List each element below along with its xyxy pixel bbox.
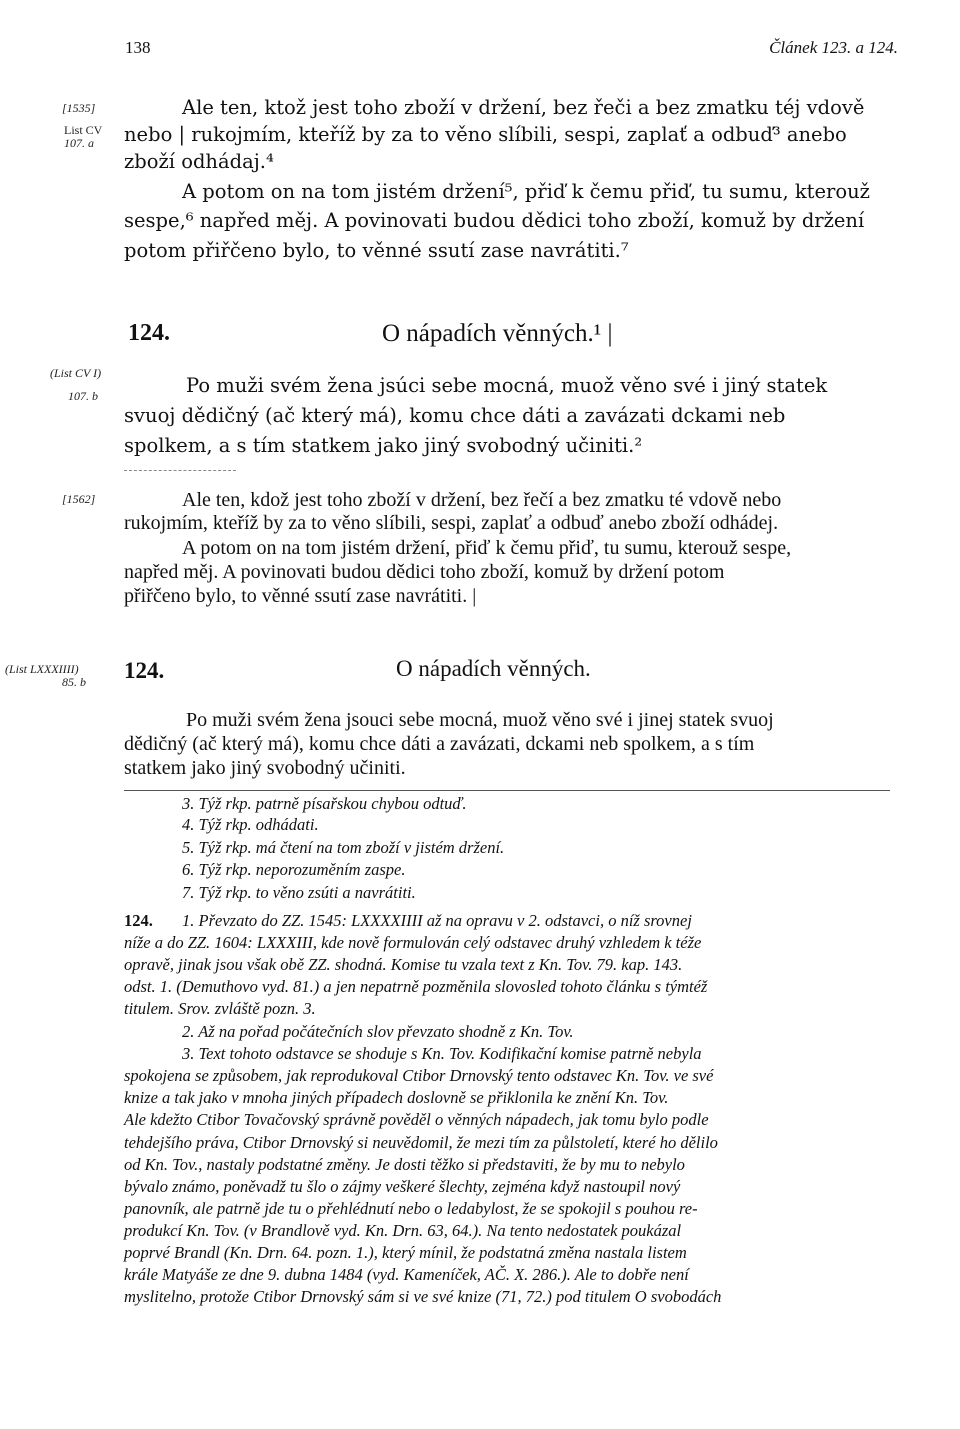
text-line: svuoj dědičný (ač který má), komu chce dáti a zavázati dckami neb xyxy=(124,404,786,427)
page-number: 138 xyxy=(125,38,151,57)
footnote-line: od Kn. Tov., nastaly podstatné změny. Je dosti těžko si představiti, že by mu to nebylo xyxy=(124,1155,685,1174)
margin-note-1562: [1562] xyxy=(62,492,96,506)
footnote-line: poprvé Brandl (Kn. Drn. 64. pozn. 1.), který mínil, že podstatná změna nastala listem xyxy=(124,1243,687,1262)
footnote-separator xyxy=(124,790,890,791)
footnote-4: 4. Týž rkp. odhádati. xyxy=(182,815,319,834)
footnote-line: panovník, ale patrně jde tu o přehlédnutí nebo o ledabylost, že se spokojil s pouhou re- xyxy=(124,1199,698,1218)
article-124-number-zz: 124. xyxy=(124,658,165,683)
text-line: spolkem, a s tím statkem jako jiný svobodný učiniti.² xyxy=(124,434,643,457)
footnote-line: spokojena se způsobem, jak reprodukoval Ctibor Drnovský tento odstavec Kn. Tov. ve své xyxy=(124,1066,714,1085)
text-line: potom přiřčeno bylo, to věnné ssutí zase navrátiti.⁷ xyxy=(124,239,629,262)
separator-short xyxy=(124,470,236,471)
margin-note-107a: 107. a xyxy=(64,136,94,150)
margin-note-1535: [1535] xyxy=(62,101,96,115)
footnote-line: knize a tak jako v mnoha jiných případech doslovně se přiklonila ke znění Kn. Tov. xyxy=(124,1088,669,1107)
margin-note-107b: 107. b xyxy=(68,389,98,403)
footnote-line: titulem. Srov. zvláště pozn. 3. xyxy=(124,999,316,1018)
footnote-line: 1. Převzato do ZZ. 1545: LXXXXIIII až na opravu v 2. odstavci, o níž srovnej xyxy=(182,911,692,930)
footnote-6: 6. Týž rkp. neporozuměním zaspe. xyxy=(182,860,406,879)
footnote-article-number: 124. xyxy=(124,911,153,930)
margin-note-list-lxxxiiii: (List LXXXIIII) xyxy=(5,662,79,676)
running-title: Článek 123. a 124. xyxy=(769,38,898,57)
footnote-line: odst. 1. (Demuthovo vyd. 81.) a jen nepatrně pozměnila slovosled tohoto článku s týmtéž xyxy=(124,977,708,996)
text-line: A potom on na tom jistém držení, přiď k čemu přiď, tu sumu, kterouž sespe, xyxy=(182,537,792,559)
text-line: statkem jako jiný svobodný učiniti. xyxy=(124,757,406,779)
footnote-line: 2. Až na pořad počátečních slov převzato shodně z Kn. Tov. xyxy=(182,1022,574,1041)
footnote-line: tehdejšího práva, Ctibor Drnovský si neuvědomil, že mezi tím za půlstoletí, které ho dělilo xyxy=(124,1133,718,1152)
article-124-title-zz: O nápadích věnných. xyxy=(396,656,591,681)
footnote-5: 5. Týž rkp. má čtení na tom zboží v jistém držení. xyxy=(182,838,505,857)
footnote-line: 3. Text tohoto odstavce se shoduje s Kn. Tov. Kodifikační komise patrně nebyla xyxy=(182,1044,702,1063)
text-line: Ale ten, ktož jest toho zboží v držení, bez řeči a bez zmatku téj vdově xyxy=(182,96,865,119)
text-line: sespe,⁶ napřed měj. A povinovati budou dědici toho zboží, komuž by držení xyxy=(124,209,865,232)
text-line: napřed měj. A povinovati budou dědici toho zboží, komuž by držení potom xyxy=(124,561,725,583)
text-line: nebo | rukojmím, kteříž by za to věno slíbili, sespi, zaplať a odbuď³ anebo xyxy=(124,123,847,146)
margin-note-85b: 85. b xyxy=(62,675,86,689)
text-line: rukojmím, kteříž by za to věno slíbili, sespi, zaplať a odbuď anebo zboží odhádej. xyxy=(124,512,779,534)
text-line: zboží odhádaj.⁴ xyxy=(124,150,274,173)
text-line: Po muži svém žena jsúci sebe mocná, muož věno své i jiný statek xyxy=(186,374,828,397)
margin-note-list-cv: List CV xyxy=(64,123,103,137)
text-line: Po muži svém žena jsouci sebe mocná, muož věno své i jinej statek svuoj xyxy=(186,709,774,731)
text-line: dědičný (ač který má), komu chce dáti a zavázati, dckami neb spolkem, a s tím xyxy=(124,733,755,755)
text-line: A potom on na tom jistém držení⁵, přiď k čemu přiď, tu sumu, kterouž xyxy=(182,180,870,203)
text-line: přiřčeno bylo, to věnné ssutí zase navrátiti. | xyxy=(124,585,477,607)
footnote-line: produkcí Kn. Tov. (v Brandlově vyd. Kn. Drn. 63, 64.). Na tento nedostatek poukázal xyxy=(124,1221,682,1240)
footnote-line: myslitelno, protože Ctibor Drnovský sám si ve své knize (71, 72.) pod titulem O svobodách xyxy=(124,1287,722,1306)
footnote-3: 3. Týž rkp. patrně písařskou chybou odtuď. xyxy=(182,794,467,813)
footnote-line: bývalo známo, poněvadž tu šlo o zájmy veškeré šlechty, zejména když nastoupil nový xyxy=(124,1177,681,1196)
article-124-number: 124. xyxy=(128,320,170,346)
footnote-line: Ale kdežto Ctibor Tovačovský správně pověděl o věnných nápadech, jak tomu bylo podle xyxy=(124,1110,709,1129)
footnote-line: krále Matyáše ze dne 9. dubna 1484 (vyd. Kameníček, AČ. X. 286.). Ale to dobře není xyxy=(124,1265,689,1284)
text-line: Ale ten, kdož jest toho zboží v držení, bez řečí a bez zmatku té vdově nebo xyxy=(182,489,782,511)
margin-note-list-cvi: (List CV I) xyxy=(50,366,102,380)
footnote-line: níže a do ZZ. 1604: LXXXIII, kde nově formulován celý odstavec druhý vzhledem k téže xyxy=(124,933,702,952)
footnote-line: opravě, jinak jsou však obě ZZ. shodná. Komise tu vzala text z Kn. Tov. 79. kap. 143. xyxy=(124,955,683,974)
footnote-7: 7. Týž rkp. to věno zsúti a navrátiti. xyxy=(182,883,416,902)
article-124-title: O nápadích věnných.¹ | xyxy=(382,320,613,347)
